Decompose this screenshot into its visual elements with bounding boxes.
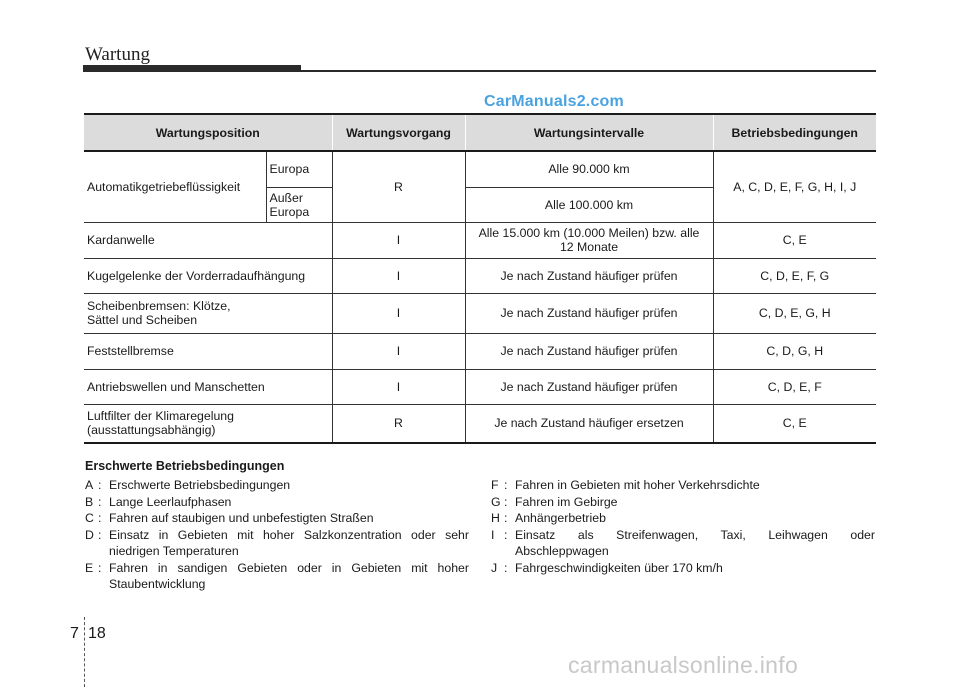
row-interval: Je nach Zustand häufiger prüfen	[465, 258, 713, 293]
legend-title: Erschwerte Betriebsbedingungen	[85, 459, 285, 473]
row-interval: Je nach Zustand häufiger prüfen	[465, 369, 713, 404]
table-row	[84, 333, 876, 369]
row-conditions: A, C, D, E, F, G, H, I, J	[713, 151, 876, 222]
header-position: Wartungsposition	[84, 114, 332, 151]
row-item: Antriebswellen und Manschetten	[84, 369, 332, 404]
row-item: Kugelgelenke der Vorderradaufhängung	[84, 258, 332, 293]
row-action: R	[332, 151, 465, 222]
legend-item: D : Einsatz in Gebieten mit hoher Salzkonzentration oder sehr niedrigen Temperaturen	[85, 527, 469, 558]
row-item: Luftfilter der Klimaregelung (ausstattungsabhängig)	[84, 404, 332, 443]
row-interval: Alle 100.000 km	[465, 187, 713, 222]
footer-divider	[84, 617, 85, 687]
table-row	[84, 369, 876, 404]
row-interval: Je nach Zustand häufiger prüfen	[465, 333, 713, 369]
row-action: I	[332, 258, 465, 293]
row-item: Feststellbremse	[84, 333, 332, 369]
row-action: I	[332, 369, 465, 404]
row-interval: Alle 90.000 km	[465, 151, 713, 187]
table-header-row	[84, 114, 876, 151]
row-interval: Je nach Zustand häufiger prüfen	[465, 293, 713, 333]
legend-item: J : Fahrgeschwindigkeiten über 170 km/h	[491, 560, 723, 575]
header-conditions: Betriebsbedingungen	[713, 114, 876, 151]
row-action: R	[332, 404, 465, 443]
maintenance-table	[84, 113, 876, 444]
page-section-title: Wartung	[85, 44, 150, 65]
watermark-top: CarManuals2.com	[484, 93, 624, 110]
legend-item: E : Fahren in sandigen Gebieten oder in Gebieten mit hoher Staubentwicklung	[85, 560, 469, 591]
row-conditions: C, D, E, F, G	[713, 258, 876, 293]
header-action: Wartungsvorgang	[332, 114, 465, 151]
table-row	[84, 258, 876, 293]
legend-item: F : Fahren in Gebieten mit hoher Verkehrsdichte	[491, 478, 760, 492]
row-action: I	[332, 222, 465, 258]
header-interval: Wartungsintervalle	[465, 114, 713, 151]
row-conditions: C, E	[713, 222, 876, 258]
page-number: 18	[88, 625, 106, 642]
row-conditions: C, D, E, G, H	[713, 293, 876, 333]
row-action: I	[332, 333, 465, 369]
row-conditions: C, D, E, F	[713, 369, 876, 404]
legend-item: I : Einsatz als Streifenwagen, Taxi, Leihwagen oder Abschleppwagen	[491, 527, 875, 558]
row-item: Automatikgetriebeflüssigkeit	[84, 151, 266, 222]
row-conditions: C, E	[713, 404, 876, 443]
table-row	[84, 293, 876, 333]
row-interval: Alle 15.000 km (10.000 Meilen) bzw. alle 12 Monate	[465, 222, 713, 258]
row-item: Kardanwelle	[84, 222, 332, 258]
watermark-bottom: carmanualsonline.info	[568, 652, 799, 678]
legend-item: B : Lange Leerlaufphasen	[85, 494, 232, 509]
legend-left-column	[85, 477, 469, 593]
chapter-number: 7	[70, 625, 79, 642]
header-rule	[301, 70, 876, 72]
legend-item: A : Erschwerte Betriebsbedingungen	[85, 478, 291, 492]
table-row	[84, 404, 876, 443]
legend-item: G : Fahren im Gebirge	[491, 494, 618, 509]
legend-right-column	[491, 477, 875, 576]
row-sub-region: Europa	[266, 151, 332, 187]
table-row	[84, 222, 876, 258]
row-interval: Je nach Zustand häufiger ersetzen	[465, 404, 713, 443]
legend-item: C : Fahren auf staubigen und unbefestigten Straßen	[85, 511, 374, 525]
row-action: I	[332, 293, 465, 333]
row-sub-region: Außer Europa	[266, 187, 332, 222]
legend-item: H : Anhängerbetrieb	[491, 511, 606, 525]
header-accent-bar	[83, 65, 301, 72]
row-item: Scheibenbremsen: Klötze, Sättel und Scheiben	[84, 293, 332, 333]
table-row	[84, 151, 876, 187]
row-conditions: C, D, G, H	[713, 333, 876, 369]
